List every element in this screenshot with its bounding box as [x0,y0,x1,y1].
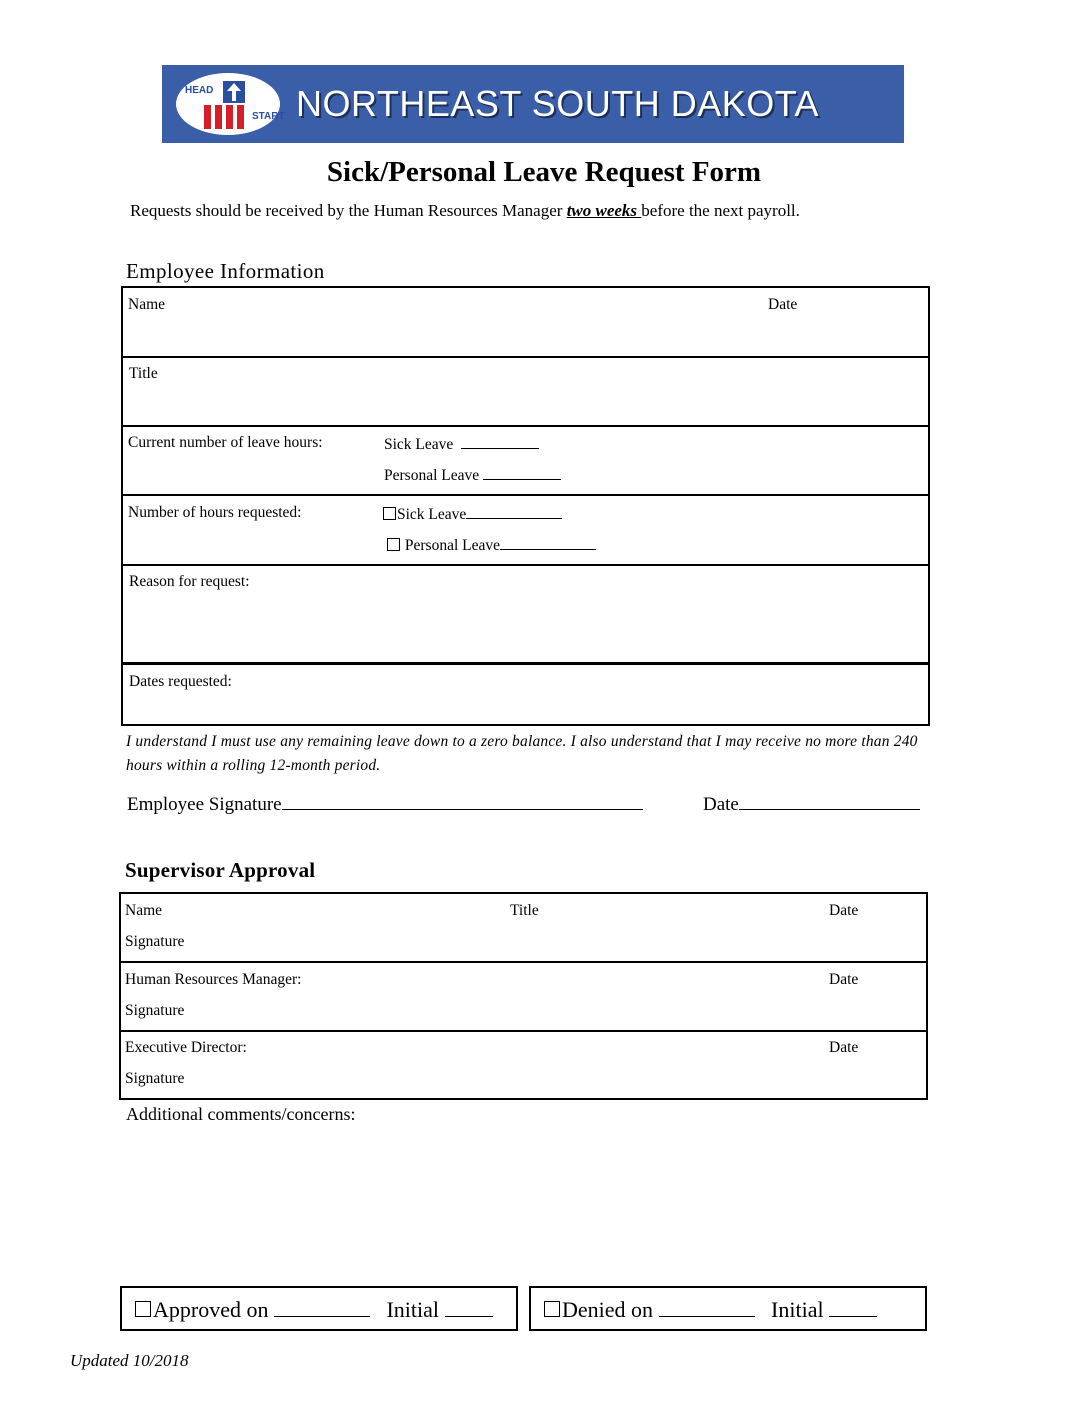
current-personal-leave-blank[interactable] [483,465,561,480]
organization-name: NORTHEAST SOUTH DAKOTA [296,83,820,124]
hr-manager-label: Human Resources Manager: [125,971,302,988]
dates-requested-label: Dates requested: [129,673,232,690]
denied-date-blank[interactable] [659,1298,755,1317]
employee-information-heading: Employee Information [126,259,325,283]
updated-footer: Updated 10/2018 [70,1351,189,1370]
executive-director-label: Executive Director: [125,1039,247,1056]
current-sick-leave-label: Sick Leave [384,436,454,453]
approved-checkbox[interactable] [135,1301,151,1317]
denied-checkbox[interactable] [544,1301,560,1317]
employee-signature-date-field[interactable] [703,791,920,816]
employee-signature-label: Employee Signature [127,794,282,815]
name-label: Name [128,296,166,313]
additional-comments-label: Additional comments/concerns: [126,1104,356,1124]
instructions-after: before the next payroll. [641,201,800,220]
employee-signature-blank[interactable] [282,791,643,810]
instructions-before: Requests should be received by the Human Resources Manager [130,201,567,220]
approved-initial-blank[interactable] [445,1298,493,1317]
employee-signature-date-blank[interactable] [739,791,920,810]
supervisor-date-label: Date [829,902,859,919]
instructions-emphasis: two weeks [566,201,642,220]
logo-start-text: START [252,111,285,122]
current-sick-leave-blank[interactable] [461,434,539,449]
denied-initial-blank[interactable] [829,1298,877,1317]
row-divider [123,425,928,427]
requested-personal-leave-label: Personal Leave [404,537,500,554]
current-personal-leave-label: Personal Leave [384,467,480,484]
hr-date-label: Date [829,971,859,988]
row-divider [123,494,928,496]
executive-director-signature-label: Signature [125,1070,185,1087]
head-start-logo [176,73,285,135]
row-divider [121,961,926,963]
approved-date-blank[interactable] [274,1298,370,1317]
current-personal-leave-field[interactable] [384,465,561,485]
logo-head-text: HEAD [185,85,214,96]
approved-box [120,1286,518,1331]
employee-signature-field[interactable] [127,791,643,816]
requested-sick-leave-label: Sick Leave [397,506,467,523]
up-arrow-icon [223,81,245,103]
current-sick-leave-field[interactable] [384,434,539,454]
current-leave-hours-label: Current number of leave hours: [128,434,323,451]
denied-label: Denied on [562,1297,654,1322]
employee-information-table [121,286,930,726]
form-title: Sick/Personal Leave Request Form [326,156,762,188]
approved-initial-label: Initial [386,1297,440,1322]
header-banner [162,65,904,143]
logo-stripes [204,105,248,129]
sick-leave-checkbox[interactable] [383,507,396,520]
reason-label: Reason for request: [129,573,250,590]
requested-sick-leave-field[interactable] [383,504,562,524]
supervisor-signature-label: Signature [125,933,185,950]
personal-leave-checkbox[interactable] [387,538,400,551]
row-divider [121,1030,926,1032]
hours-requested-label: Number of hours requested: [128,504,302,521]
title-label: Title [129,365,158,382]
requested-personal-leave-blank[interactable] [500,535,596,550]
supervisor-title-label: Title [510,902,539,919]
requested-personal-leave-field[interactable] [387,535,596,555]
row-divider [123,564,928,566]
supervisor-name-label: Name [125,902,163,919]
employee-signature-date-label: Date [703,794,739,815]
requested-sick-leave-blank[interactable] [466,504,562,519]
approved-label: Approved on [153,1297,269,1322]
executive-director-date-label: Date [829,1039,859,1056]
date-label: Date [768,296,798,313]
hr-signature-label: Signature [125,1002,185,1019]
supervisor-approval-table [119,892,928,1100]
acknowledgement-note: I understand I must use any remaining leave down to a zero balance. I also understand that I may receive no more than 240 hours within a rolling 12-month period. [126,733,918,774]
denied-initial-label: Initial [771,1297,824,1322]
row-divider [123,662,928,665]
denied-box [529,1286,927,1331]
instructions [130,201,800,221]
supervisor-approval-heading: Supervisor Approval [125,858,316,882]
row-divider [123,356,928,358]
